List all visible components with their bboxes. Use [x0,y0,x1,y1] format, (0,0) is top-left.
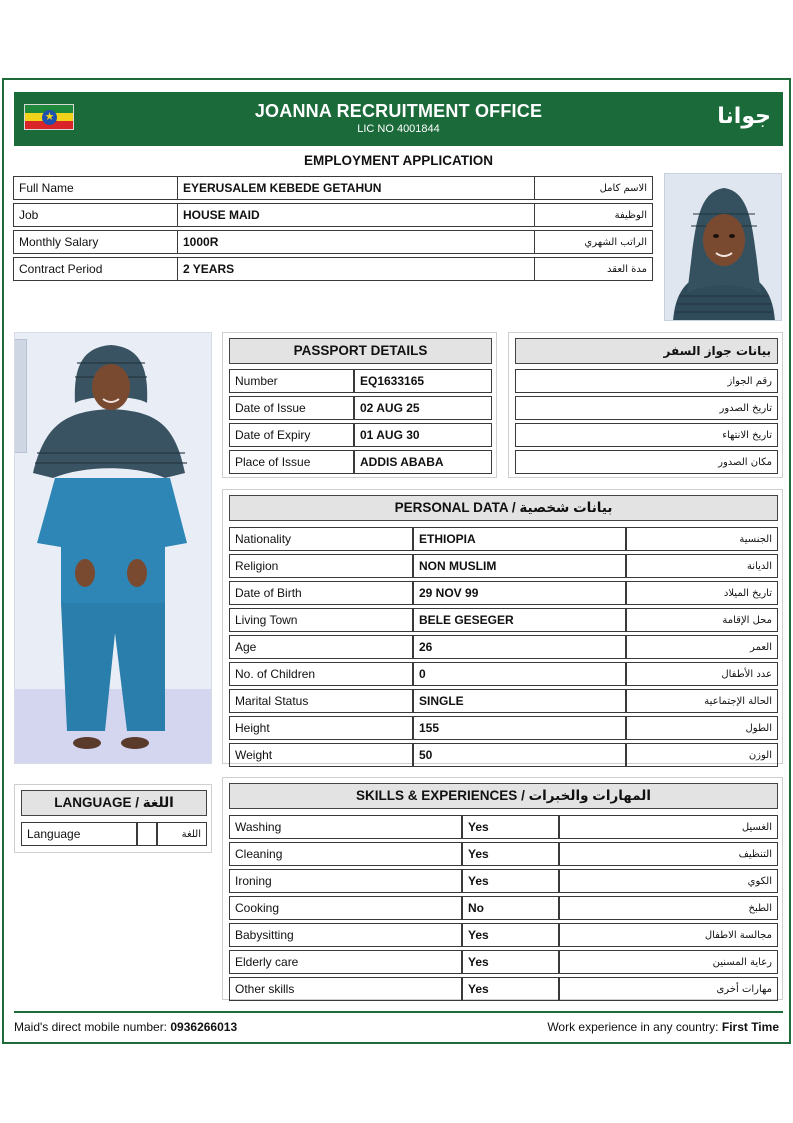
field-value: 26 [413,635,626,659]
table-row [515,450,778,474]
field-label: Language [21,822,137,846]
field-label-arabic: الديانة [626,554,778,578]
table-row [515,396,778,420]
field-label: Number [229,369,354,393]
office-arabic-name: جوانا [717,104,771,129]
header-banner [14,92,783,146]
field-value: Yes [462,950,559,974]
passport-title: PASSPORT DETAILS [229,338,492,364]
field-label-arabic: تاريخ الميلاد [626,581,778,605]
table-row [229,842,778,866]
work-experience [547,1020,779,1034]
field-value: ETHIOPIA [413,527,626,551]
field-value: 0 [413,662,626,686]
field-value: EYERUSALEM KEBEDE GETAHUN [178,176,534,200]
skills-panel [222,777,783,1000]
field-label-arabic: التنظيف [559,842,778,866]
mobile-label: Maid's direct mobile number: [14,1020,168,1034]
field-value: No [462,896,559,920]
field-label: Ironing [229,869,462,893]
table-row [229,923,778,947]
field-label-arabic: الغسيل [559,815,778,839]
field-label-arabic: الجنسية [626,527,778,551]
field-value: 02 AUG 25 [354,396,492,420]
table-row [515,369,778,393]
table-row [229,450,492,474]
passport-table [229,366,492,477]
field-label-arabic: محل الإقامة [626,608,778,632]
field-label-arabic: مكان الصدور [515,450,778,474]
field-label-arabic: الحالة الإجتماعية [626,689,778,713]
language-title: LANGUAGE / اللغة [21,790,207,816]
table-row [13,176,653,200]
field-label: Height [229,716,413,740]
field-value: 01 AUG 30 [354,423,492,447]
field-value: Yes [462,869,559,893]
field-value: 29 NOV 99 [413,581,626,605]
field-label: Elderly care [229,950,462,974]
table-row [229,423,492,447]
table-row [229,716,778,740]
table-row [229,369,492,393]
field-label: Job [13,203,178,227]
field-value: 2 YEARS [178,257,534,281]
field-label: No. of Children [229,662,413,686]
field-value [137,822,157,846]
table-row [229,896,778,920]
field-label-arabic: تاريخ الصدور [515,396,778,420]
field-value: 155 [413,716,626,740]
field-value: ADDIS ABABA [354,450,492,474]
mobile-value: 0936266013 [170,1020,238,1034]
table-row [13,257,653,281]
table-row [229,815,778,839]
table-row [229,608,778,632]
portrait-photo [664,173,782,321]
field-label: Contract Period [13,257,178,281]
field-value: Yes [462,842,559,866]
field-label-arabic: الوظيفة [534,203,653,227]
experience-label: Work experience in any country: [547,1020,719,1034]
field-label-arabic: الوزن [626,743,778,767]
field-label-arabic: مجالسة الاطفال [559,923,778,947]
field-label: Religion [229,554,413,578]
field-label: Full Name [13,176,178,200]
table-row [229,977,778,1001]
field-label-arabic: رعاية المسنين [559,950,778,974]
field-label-arabic: عدد الأطفال [626,662,778,686]
table-row [21,822,207,846]
table-row [229,950,778,974]
field-value: HOUSE MAID [178,203,534,227]
table-row [515,423,778,447]
field-label: Place of Issue [229,450,354,474]
field-value: Yes [462,977,559,1001]
table-row [229,689,778,713]
table-row [13,230,653,254]
field-label: Cooking [229,896,462,920]
field-label: Cleaning [229,842,462,866]
table-row [229,527,778,551]
form-title: EMPLOYMENT APPLICATION [304,153,493,168]
field-label: Marital Status [229,689,413,713]
language-panel [14,784,212,853]
field-label-arabic: الراتب الشهري [534,230,653,254]
table-row [229,554,778,578]
application-sheet [2,78,791,1044]
skills-title: SKILLS & EXPERIENCES / المهارات والخبرات [229,783,778,809]
passport-arabic-table [515,366,778,477]
field-label: Living Town [229,608,413,632]
table-row [229,662,778,686]
field-value: SINGLE [413,689,626,713]
field-label: Nationality [229,527,413,551]
office-title: JOANNA RECRUITMENT OFFICE [254,101,543,121]
field-label: Weight [229,743,413,767]
field-value: 50 [413,743,626,767]
experience-value: First Time [721,1020,779,1034]
field-label: Age [229,635,413,659]
field-label-arabic: اللغة [157,822,207,846]
mobile-number [14,1020,237,1034]
license-number: LIC NO 4001844 [357,123,440,135]
field-label: Other skills [229,977,462,1001]
field-value: 1000R [178,230,534,254]
field-label: Date of Birth [229,581,413,605]
applicant-table [13,173,653,284]
language-table [21,819,207,849]
skills-table [229,812,778,1004]
field-value: EQ1633165 [354,369,492,393]
table-row [229,635,778,659]
personal-data-panel [222,489,783,764]
field-label-arabic: الكوي [559,869,778,893]
passport-arabic-panel [508,332,783,478]
footer-divider [14,1011,783,1013]
personal-data-title: PERSONAL DATA / بيانات شخصية [229,495,778,521]
field-value: BELE GESEGER [413,608,626,632]
field-value: Yes [462,923,559,947]
field-label-arabic: مهارات أخرى [559,977,778,1001]
field-value: NON MUSLIM [413,554,626,578]
field-label: Date of Expiry [229,423,354,447]
personal-data-table [229,524,778,770]
field-label-arabic: العمر [626,635,778,659]
field-label-arabic: رقم الجواز [515,369,778,393]
table-row [229,396,492,420]
field-label: Monthly Salary [13,230,178,254]
field-label: Date of Issue [229,396,354,420]
table-row [13,203,653,227]
field-label: Washing [229,815,462,839]
full-body-photo [14,332,212,764]
table-row [229,869,778,893]
field-label: Babysitting [229,923,462,947]
table-row [229,581,778,605]
field-value: Yes [462,815,559,839]
field-label-arabic: تاريخ الانتهاء [515,423,778,447]
field-label-arabic: الاسم كامل [534,176,653,200]
field-label-arabic: مدة العقد [534,257,653,281]
field-label-arabic: الطبخ [559,896,778,920]
star-emblem-icon: ★ [42,110,57,125]
field-label-arabic: الطول [626,716,778,740]
passport-panel [222,332,497,478]
passport-arabic-title: بيانات جواز السفر [515,338,778,364]
table-row [229,743,778,767]
